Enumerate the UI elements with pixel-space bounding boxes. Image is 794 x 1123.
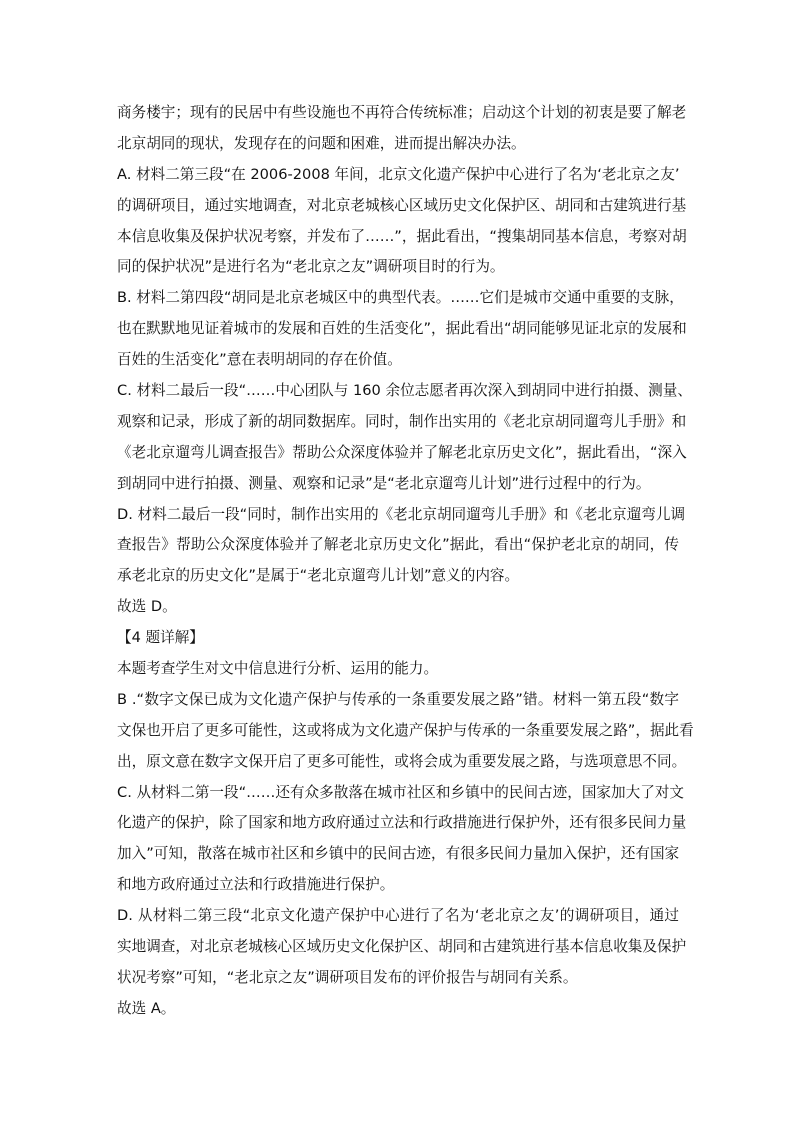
text-line: B .“数字文保已成为文化遗产保护与传承的一条重要发展之路”错。材料一第五段“数字 <box>117 690 679 708</box>
text-line: 承老北京的历史文化”是属于“老北京遛弯儿计划”意义的内容。 <box>117 567 520 585</box>
text-line: 本信息收集及保护状况考察，并发布了……”，据此看出，“搜集胡同基本信息，考察对胡 <box>117 227 687 245</box>
text-line: B. 材料二第四段“胡同是北京老城区中的典型代表。……它们是城市交通中重要的支脉， <box>117 289 684 307</box>
text-line: D. 从材料二第三段“北京文化遗产保护中心进行了名为‘老北京之友’的调研项目，通过 <box>117 907 679 925</box>
text-line: 状况考察”可知，“老北京之友”调研项目发布的评价报告与胡同有关系。 <box>117 968 578 986</box>
text-line: A. 材料二第三段“在 2006-2008 年间，北京文化遗产保护中心进行了名为‘老北京之友’ <box>117 165 680 183</box>
text-line: 北京胡同的现状，发现存在的问题和困难，进而提出解决办法。 <box>117 134 526 152</box>
text-line: 出，原文意在数字文保开启了更多可能性，或将会成为重要发展之路，与选项意思不同。 <box>117 752 687 770</box>
text-line: C. 材料二最后一段“……中心团队与 160 余位志愿者再次深入到胡同中进行拍摄、测量、 <box>117 382 692 400</box>
text-line: 观察和记录，形成了新的胡同数据库。同时，制作出实用的《老北京胡同遛弯儿手册》和 <box>117 412 687 430</box>
text-line: 实地调查，对北京老城核心区域历史文化保护区、胡同和古建筑进行基本信息收集及保护 <box>117 938 687 956</box>
text-line: C. 从材料二第一段“……还有众多散落在城市社区和乡镇中的民间古迹，国家加大了对文 <box>117 783 685 801</box>
text-line: 本题考查学生对文中信息进行分析、运用的能力。 <box>117 660 439 678</box>
text-line: 故选 A。 <box>117 999 176 1017</box>
text-line: 故选 D。 <box>117 598 177 616</box>
text-line: 也在默默地见证着城市的发展和百姓的生活变化”，据此看出“胡同能够见证北京的发展和 <box>117 320 687 338</box>
document-page <box>117 98 694 1025</box>
text-line: 《老北京遛弯儿调查报告》帮助公众深度体验并了解老北京历史文化”，据此看出，“深入 <box>117 443 687 461</box>
text-line: 化遗产的保护，除了国家和地方政府通过立法和行政措施进行保护外，还有很多民间力量 <box>117 814 687 832</box>
text-line: 商务楼宇；现有的民居中有些设施也不再符合传统标准；启动这个计划的初衷是要了解老 <box>117 104 687 121</box>
text-line: 到胡同中进行拍摄、测量、观察和记录”是“老北京遛弯儿计划”进行过程中的行为。 <box>117 474 651 492</box>
text-line: D. 材料二最后一段“同时，制作出实用的《老北京胡同遛弯儿手册》和《老北京遛弯儿调 <box>117 505 686 523</box>
text-line: 加入”可知，散落在城市社区和乡镇中的民间古迹，有很多民间力量加入保护，还有国家 <box>117 845 680 863</box>
text-line: 的调研项目，通过实地调查，对北京老城核心区域历史文化保护区、胡同和古建筑进行基 <box>117 196 687 214</box>
text-line: 【4 题详解】 <box>117 629 204 647</box>
text-line: 文保也开启了更多可能性，这或将成为文化遗产保护与传承的一条重要发展之路”，据此看 <box>117 721 694 739</box>
text-line: 查报告》帮助公众深度体验并了解老北京历史文化”据此，看出“保护老北京的胡同，传 <box>117 536 679 554</box>
text-line: 和地方政府通过立法和行政措施进行保护。 <box>117 876 395 894</box>
text-line: 同的保护状况”是进行名为“老北京之友”调研项目时的行为。 <box>117 258 505 276</box>
text-line: 百姓的生活变化”意在表明胡同的存在价值。 <box>117 351 402 369</box>
